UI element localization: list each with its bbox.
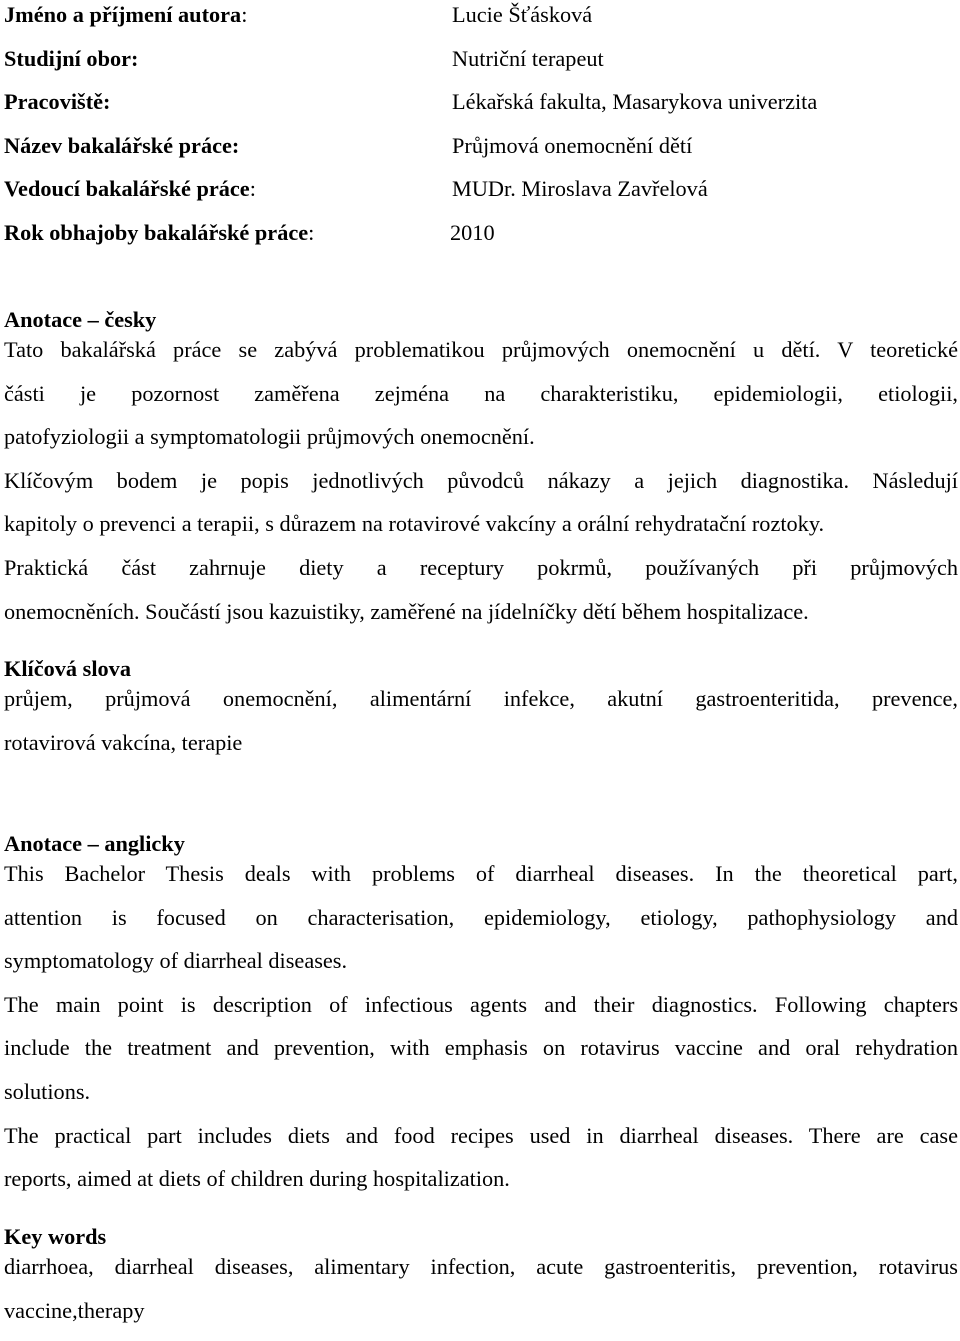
abstract-line: include the treatment and prevention, with emphasis on rotavirus vaccine and oral rehydration <box>4 1035 958 1061</box>
abstract-line: Tato bakalářská práce se zabývá problematikou průjmových onemocnění u dětí. V teoretické <box>4 337 958 362</box>
english-keywords <box>4 1245 958 1332</box>
abstract-line: solutions. <box>4 1078 91 1104</box>
meta-label-title: Název bakalářské práce: <box>4 132 240 158</box>
abstract-line: patofyziologii a symptomatologii průjmových onemocnění. <box>4 424 535 450</box>
keywords-line: průjem, průjmová onemocnění, alimentární infekce, akutní gastroenteritida, prevence, <box>4 686 958 711</box>
meta-label-supervisor: Vedoucí bakalářské práce: <box>4 176 256 201</box>
abstract-line: kapitoly o prevenci a terapii, s důrazem na rotavirové vakcíny a orální rehydratační roztoky. <box>4 511 825 537</box>
abstract-line: The main point is description of infectious agents and their diagnostics. Following chapters <box>4 991 958 1017</box>
english-abstract-heading: Anotace – anglicky <box>4 831 185 856</box>
keywords-line: diarrhoea, diarrheal diseases, alimentary infection, acute gastroenteritis, prevention, rotavirus <box>4 1254 958 1279</box>
abstract-line: attention is focused on characterisation, epidemiology, etiology, pathophysiology and <box>4 904 958 930</box>
english-keywords-heading: Key words <box>4 1224 107 1249</box>
meta-label-workplace: Pracoviště: <box>4 89 111 114</box>
czech-keywords-heading: Klíčová slova <box>4 656 131 681</box>
meta-label-field: Studijní obor: <box>4 45 139 71</box>
czech-keywords <box>4 677 958 764</box>
abstract-line: reports, aimed at diets of children during hospitalization. <box>4 1166 510 1192</box>
meta-value-field: Nutriční terapeut <box>452 45 604 71</box>
keywords-line: rotavirová vakcína, terapie <box>4 729 243 755</box>
meta-value-title: Průjmová onemocnění dětí <box>452 132 693 158</box>
meta-value-supervisor: MUDr. Miroslava Zavřelová <box>452 176 708 201</box>
abstract-line: onemocněních. Součástí jsou kazuistiky, zaměřené na jídelníčky dětí během hospitalizace. <box>4 598 809 624</box>
czech-abstract <box>4 328 958 633</box>
english-abstract <box>4 852 958 1201</box>
meta-value-workplace: Lékařská fakulta, Masarykova univerzita <box>452 89 818 114</box>
meta-value-defense-year: 2010 <box>450 219 495 245</box>
abstract-line: části je pozornost zaměřena zejména na charakteristiku, epidemiologii, etiologii, <box>4 380 958 406</box>
keywords-line: vaccine,therapy <box>4 1297 145 1323</box>
meta-label-author: Jméno a příjmení autora: <box>4 2 248 27</box>
abstract-line: symptomatology of diarrheal diseases. <box>4 948 348 974</box>
meta-label-defense-year: Rok obhajoby bakalářské práce: <box>4 219 315 245</box>
meta-value-author: Lucie Šťásková <box>452 2 593 27</box>
abstract-line: This Bachelor Thesis deals with problems of diarrheal diseases. In the theoretical part, <box>4 861 958 886</box>
abstract-line: The practical part includes diets and food recipes used in diarrheal diseases. There are case <box>4 1122 958 1148</box>
czech-abstract-heading: Anotace – česky <box>4 307 157 332</box>
abstract-line: Praktická část zahrnuje diety a receptury pokrmů, používaných při průjmových <box>4 554 958 580</box>
abstract-line: Klíčovým bodem je popis jednotlivých původců nákazy a jejich diagnostika. Následují <box>4 467 958 493</box>
